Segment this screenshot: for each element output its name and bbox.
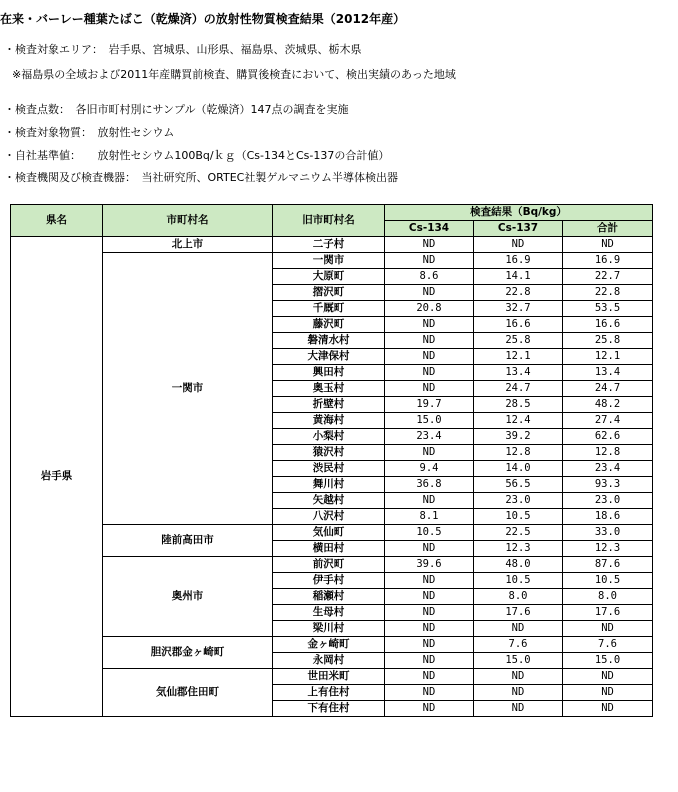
old-town-cell: 渋民村 — [273, 461, 385, 477]
cs137-cell: 10.5 — [474, 573, 563, 589]
total-cell: 87.6 — [563, 557, 653, 573]
cs134-cell: ND — [385, 237, 474, 253]
old-town-cell: 摺沢町 — [273, 285, 385, 301]
cs137-cell: 12.3 — [474, 541, 563, 557]
cs137-cell: ND — [474, 621, 563, 637]
city-cell: 気仙郡住田町 — [103, 669, 273, 717]
cs137-cell: 8.0 — [474, 589, 563, 605]
table-row — [11, 669, 653, 685]
old-town-cell: 梁川村 — [273, 621, 385, 637]
table-row — [11, 637, 653, 653]
total-cell: 12.3 — [563, 541, 653, 557]
cs137-cell: 25.8 — [474, 333, 563, 349]
cs134-cell: ND — [385, 285, 474, 301]
old-town-cell: 磐清水村 — [273, 333, 385, 349]
old-town-cell: 舞川村 — [273, 477, 385, 493]
cs134-cell: ND — [385, 493, 474, 509]
total-cell: 17.6 — [563, 605, 653, 621]
cs134-cell: 8.1 — [385, 509, 474, 525]
city-cell: 一関市 — [103, 253, 273, 525]
info-samples: ・検査点数： 各旧市町村別にサンプル（乾燥済）147点の調査を実施 — [4, 103, 349, 116]
info-area-note: ※福島県の全域および2011年産購買前検査、購買後検査において、検出実績のあった地域 — [12, 68, 456, 81]
total-cell: 22.7 — [563, 269, 653, 285]
cs137-cell: 16.6 — [474, 317, 563, 333]
total-cell: 12.1 — [563, 349, 653, 365]
old-town-cell: 奥玉村 — [273, 381, 385, 397]
cs137-cell: 48.0 — [474, 557, 563, 573]
cs134-cell: ND — [385, 685, 474, 701]
total-cell: ND — [563, 701, 653, 717]
cs134-cell: ND — [385, 621, 474, 637]
old-town-cell: 二子村 — [273, 237, 385, 253]
old-town-cell: 伊手村 — [273, 573, 385, 589]
cs134-cell: 10.5 — [385, 525, 474, 541]
cs137-cell: 14.1 — [474, 269, 563, 285]
old-town-cell: 気仙町 — [273, 525, 385, 541]
total-cell: 93.3 — [563, 477, 653, 493]
total-cell: 23.4 — [563, 461, 653, 477]
total-cell: 24.7 — [563, 381, 653, 397]
city-cell: 胆沢郡金ヶ崎町 — [103, 637, 273, 669]
cs137-cell: 12.4 — [474, 413, 563, 429]
total-cell: 22.8 — [563, 285, 653, 301]
old-town-cell: 生母村 — [273, 605, 385, 621]
cs134-cell: ND — [385, 653, 474, 669]
cs137-cell: 22.5 — [474, 525, 563, 541]
cs134-cell: ND — [385, 701, 474, 717]
cs134-cell: ND — [385, 573, 474, 589]
cs134-cell: ND — [385, 541, 474, 557]
header-prefecture: 県名 — [11, 205, 103, 237]
cs134-cell: 39.6 — [385, 557, 474, 573]
table-row — [11, 525, 653, 541]
city-cell: 北上市 — [103, 237, 273, 253]
cs134-cell: ND — [385, 333, 474, 349]
cs134-cell: ND — [385, 669, 474, 685]
results-body — [11, 237, 653, 717]
cs137-cell: 39.2 — [474, 429, 563, 445]
cs134-cell: 8.6 — [385, 269, 474, 285]
cs137-cell: 12.1 — [474, 349, 563, 365]
old-town-cell: 興田村 — [273, 365, 385, 381]
old-town-cell: 藤沢町 — [273, 317, 385, 333]
cs134-cell: ND — [385, 365, 474, 381]
old-town-cell: 前沢町 — [273, 557, 385, 573]
table-row — [11, 253, 653, 269]
cs134-cell: ND — [385, 605, 474, 621]
cs137-cell: 22.8 — [474, 285, 563, 301]
old-town-cell: 八沢村 — [273, 509, 385, 525]
cs137-cell: 32.7 — [474, 301, 563, 317]
header-total: 合計 — [563, 221, 653, 237]
total-cell: 27.4 — [563, 413, 653, 429]
old-town-cell: 小梨村 — [273, 429, 385, 445]
results-table — [10, 204, 653, 717]
cs137-cell: 7.6 — [474, 637, 563, 653]
table-row — [11, 237, 653, 253]
cs134-cell: 9.4 — [385, 461, 474, 477]
cs134-cell: ND — [385, 445, 474, 461]
old-town-cell: 黄海村 — [273, 413, 385, 429]
cs137-cell: 15.0 — [474, 653, 563, 669]
total-cell: 18.6 — [563, 509, 653, 525]
cs137-cell: 12.8 — [474, 445, 563, 461]
total-cell: 23.0 — [563, 493, 653, 509]
old-town-cell: 上有住村 — [273, 685, 385, 701]
total-cell: 15.0 — [563, 653, 653, 669]
table-row — [11, 557, 653, 573]
cs134-cell: ND — [385, 317, 474, 333]
total-cell: 62.6 — [563, 429, 653, 445]
old-town-cell: 折壁村 — [273, 397, 385, 413]
header-city: 市町村名 — [103, 205, 273, 237]
old-town-cell: 矢越村 — [273, 493, 385, 509]
cs134-cell: ND — [385, 637, 474, 653]
info-lab: ・検査機関及び検査機器： 当社研究所、ORTEC社製ゲルマニウム半導体検出器 — [4, 171, 399, 184]
old-town-cell: 千厩町 — [273, 301, 385, 317]
cs134-cell: 15.0 — [385, 413, 474, 429]
cs137-cell: 16.9 — [474, 253, 563, 269]
page-title: 在来・バーレー種葉たばこ（乾燥済）の放射性物質検査結果（2012年産） — [0, 12, 406, 26]
cs134-cell: 23.4 — [385, 429, 474, 445]
info-substance: ・検査対象物質： 放射性セシウム — [4, 126, 175, 139]
cs137-cell: 14.0 — [474, 461, 563, 477]
total-cell: ND — [563, 237, 653, 253]
header-cs134: Cs-134 — [385, 221, 474, 237]
cs137-cell: ND — [474, 701, 563, 717]
cs134-cell: 19.7 — [385, 397, 474, 413]
old-town-cell: 一関市 — [273, 253, 385, 269]
header-result: 検査結果（Bq/kg） — [385, 205, 653, 221]
cs134-cell: ND — [385, 589, 474, 605]
cs137-cell: 24.7 — [474, 381, 563, 397]
city-cell: 陸前高田市 — [103, 525, 273, 557]
cs137-cell: 56.5 — [474, 477, 563, 493]
cs137-cell: 10.5 — [474, 509, 563, 525]
total-cell: 10.5 — [563, 573, 653, 589]
total-cell: ND — [563, 685, 653, 701]
info-area: ・検査対象エリア： 岩手県、宮城県、山形県、福島県、茨城県、栃木県 — [4, 43, 362, 56]
cs134-cell: ND — [385, 349, 474, 365]
cs137-cell: ND — [474, 685, 563, 701]
total-cell: ND — [563, 669, 653, 685]
old-town-cell: 横田村 — [273, 541, 385, 557]
total-cell: 53.5 — [563, 301, 653, 317]
cs137-cell: 17.6 — [474, 605, 563, 621]
old-town-cell: 世田米町 — [273, 669, 385, 685]
old-town-cell: 大原町 — [273, 269, 385, 285]
cs134-cell: ND — [385, 253, 474, 269]
old-town-cell: 金ヶ崎町 — [273, 637, 385, 653]
cs134-cell: 20.8 — [385, 301, 474, 317]
total-cell: 25.8 — [563, 333, 653, 349]
old-town-cell: 猿沢村 — [273, 445, 385, 461]
cs137-cell: ND — [474, 669, 563, 685]
old-town-cell: 大津保村 — [273, 349, 385, 365]
old-town-cell: 永岡村 — [273, 653, 385, 669]
total-cell: 16.9 — [563, 253, 653, 269]
old-town-cell: 稲瀬村 — [273, 589, 385, 605]
total-cell: 7.6 — [563, 637, 653, 653]
cs137-cell: 13.4 — [474, 365, 563, 381]
cs137-cell: 23.0 — [474, 493, 563, 509]
prefecture-cell: 岩手県 — [11, 237, 103, 717]
total-cell: 48.2 — [563, 397, 653, 413]
cs134-cell: ND — [385, 381, 474, 397]
header-cs137: Cs-137 — [474, 221, 563, 237]
total-cell: 33.0 — [563, 525, 653, 541]
cs134-cell: 36.8 — [385, 477, 474, 493]
total-cell: 12.8 — [563, 445, 653, 461]
total-cell: 13.4 — [563, 365, 653, 381]
city-cell: 奥州市 — [103, 557, 273, 637]
total-cell: ND — [563, 621, 653, 637]
info-standard: ・自社基準値： 放射性セシウム100Bq/ｋｇ（Cs-134とCs-137の合計値） — [4, 149, 390, 162]
cs137-cell: ND — [474, 237, 563, 253]
header-old-town: 旧市町村名 — [273, 205, 385, 237]
cs137-cell: 28.5 — [474, 397, 563, 413]
total-cell: 16.6 — [563, 317, 653, 333]
old-town-cell: 下有住村 — [273, 701, 385, 717]
total-cell: 8.0 — [563, 589, 653, 605]
